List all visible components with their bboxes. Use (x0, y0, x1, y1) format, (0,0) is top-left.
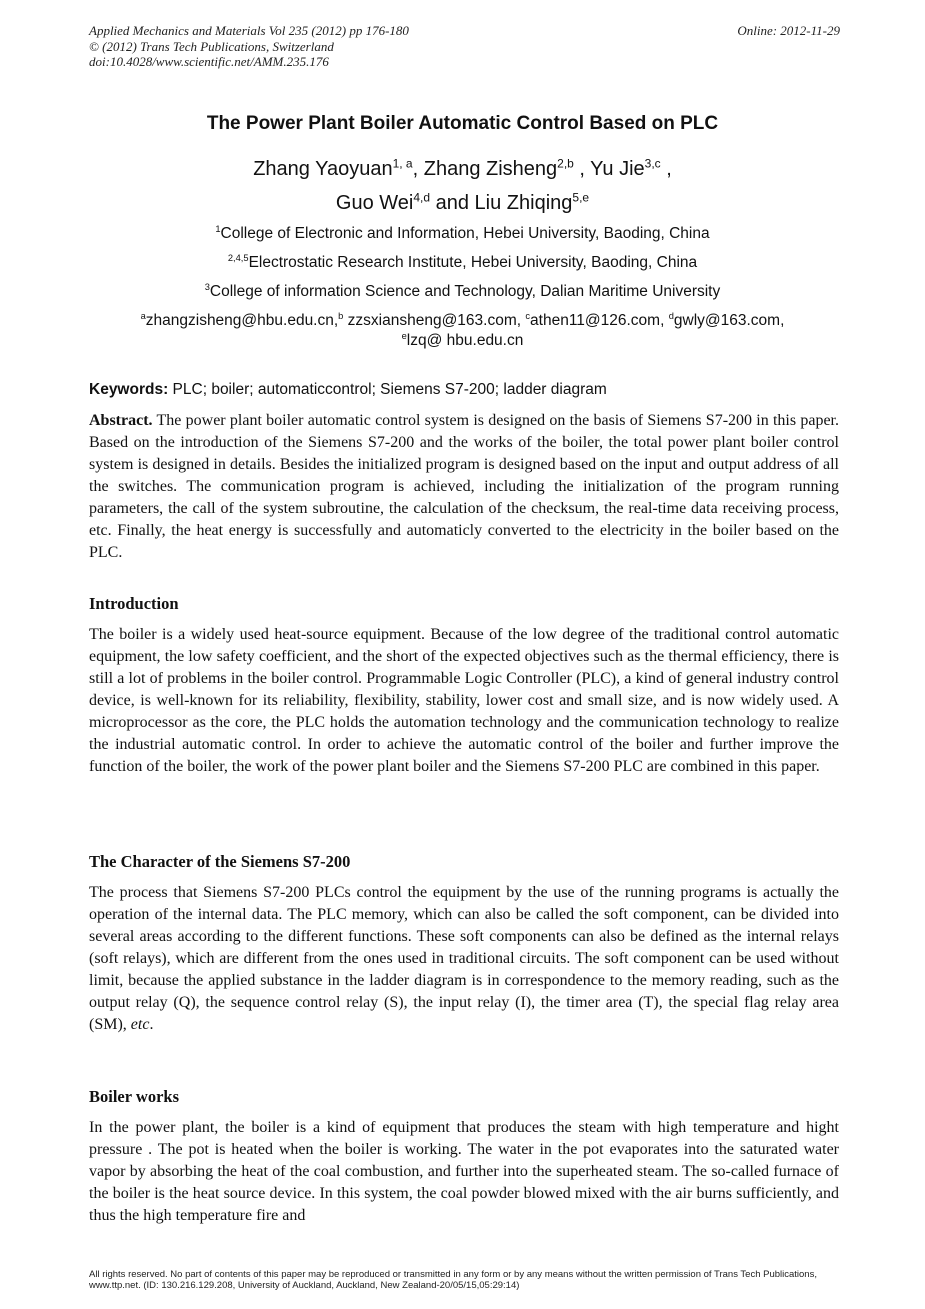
copyright-footer: All rights reserved. No part of contents of this paper may be reproduced or transmitted in any form or by any means without the written permission of Trans Tech Publications, www.ttp.net. (ID: 130.216.129.208, University of Auckland, Auckland, New Zealand-20/05/15,05:29:14) (89, 1269, 817, 1291)
character-end: . (149, 1016, 154, 1033)
author-sup: 3,c (644, 156, 661, 171)
email-line-1 (0, 311, 925, 331)
author-sup: 5,e (572, 190, 590, 205)
affiliation-text: College of information Science and Technology, Dalian Maritime University (209, 283, 721, 300)
email-sup: d (668, 310, 674, 321)
keywords-label: Keywords: (89, 381, 169, 398)
section-heading-introduction: Introduction (89, 594, 179, 613)
email: zzsxiansheng@163.com, (343, 312, 526, 329)
publisher-line: © (2012) Trans Tech Publications, Switzerland (89, 38, 334, 54)
author-name: Guo Wei (335, 192, 414, 214)
affiliation-sup: 2,4,5 (227, 252, 249, 263)
character-body (89, 882, 839, 1036)
abstract-text: The power plant boiler automatic control system is designed on the basis of Siemens S7-200 in this paper. Based on the introduction of the Siemens S7-200 and the works of the boiler, the total power plant boiler control system is designed in details. Besides the initialized program is designed based on the input and output address of all the switches. The communication program is achieved, including the initialization of the program running parameters, the call of the system subroutine, the calculation of the checksum, the real-time data receiving process, etc. Finally, the heat energy is successfully and automaticly converted to the electricity in the boiler based on the PLC. (89, 412, 839, 561)
author-sup: 4,d (413, 190, 431, 205)
author-name: Zhang Zisheng (423, 158, 558, 180)
etc-text: etc (130, 1016, 150, 1033)
email-line-2 (0, 331, 925, 351)
journal-header (89, 23, 409, 70)
email: lzq@ hbu.edu.cn (406, 332, 524, 349)
affiliation-3 (0, 283, 925, 301)
affiliation-sup: 3 (204, 281, 210, 292)
author-name: Yu Jie (590, 158, 645, 180)
keywords (89, 381, 849, 399)
email-sup: a (140, 310, 146, 321)
email-sup: e (401, 330, 407, 341)
journal-line: Applied Mechanics and Materials Vol 235 (2012) pp 176-180 (89, 23, 409, 38)
email: zhangzisheng@hbu.edu.cn, (145, 312, 339, 329)
abstract-label: Abstract. (89, 412, 153, 429)
author-line-2 (0, 186, 925, 220)
section-heading-boiler: Boiler works (89, 1087, 179, 1106)
author-name: Liu Zhiqing (474, 192, 573, 214)
boiler-body: In the power plant, the boiler is a kind of equipment that produces the steam with high temperature and hight pressure . The pot is heated when the boiler is working. The water in the pot evaporates into the saturated water vapor by absorbing the heat of the coal combustion, and further into the superheated steam. The so-called furnace of the boiler is the heat source device. In this system, the coal powder blowed mixed with the air burns sufficiently, and thus the high temperature fire and (89, 1119, 839, 1224)
online-date: Online: 2012-11-29 (737, 23, 840, 38)
email-sup: c (525, 310, 531, 321)
author-sep: , (412, 158, 424, 180)
author-line-1 (0, 152, 925, 186)
affiliation-text: Electrostatic Research Institute, Hebei University, Baoding, China (248, 254, 698, 271)
affiliation-2 (0, 254, 925, 272)
doi-line: doi:10.4028/www.scientific.net/AMM.235.176 (89, 54, 329, 69)
author-sep: , (660, 158, 672, 180)
author-sep: and (430, 192, 475, 214)
author-sup: 2,b (557, 156, 574, 171)
email: gwly@163.com, (673, 312, 785, 329)
abstract (89, 410, 839, 564)
paper-title: The Power Plant Boiler Automatic Control Based on PLC (206, 113, 719, 134)
email-sup: b (338, 310, 344, 321)
email: athen11@126.com, (530, 312, 669, 329)
author-list (0, 152, 925, 220)
keywords-text: PLC; boiler; automaticcontrol; Siemens S7-200; ladder diagram (168, 381, 607, 398)
author-sep: , (573, 158, 591, 180)
affiliation-1 (0, 225, 925, 243)
affiliation-sup: 1 (215, 223, 221, 234)
introduction-body: The boiler is a widely used heat-source equipment. Because of the low degree of the traditional control automatic equipment, the low safety coefficient, and the short of the expected objectives such as the thermal efficiency, there is still a lot of problems in the boiler control. Programmable Logic Controller (PLC), a kind of general industry control device, is well-known for its reliability, flexibility, stability, lower cost and small size, and is now widely used. A microprocessor as the core, the PLC holds the automation technology and the communication technology to realize the industrial automatic control. In order to achieve the automatic control of the boiler and further improve the function of the boiler, the work of the power plant boiler and the Siemens S7-200 PLC are combined in this paper. (89, 626, 839, 775)
affiliation-text: College of Electronic and Information, Hebei University, Baoding, China (220, 225, 710, 242)
author-sup: 1, a (392, 156, 413, 171)
author-emails (0, 311, 925, 351)
section-heading-character: The Character of the Siemens S7-200 (89, 852, 351, 871)
character-text: The process that Siemens S7-200 PLCs control the equipment by the use of the running programs is actually the operation of the internal data. The PLC memory, which can also be called the soft component, can be divided into several areas according to the different functions. These soft components can also be defined as the internal relays (soft relays), which are different from the ones used in traditional circuits. The soft component can be used without limit, because the applied substance in the ladder diagram is in correspondence to the memory reading, such as the output relay (Q), the sequence control relay (S), the input relay (I), the timer area (T), the special flag relay area (SM), (89, 884, 839, 1033)
author-name: Zhang Yaoyuan (253, 158, 393, 180)
